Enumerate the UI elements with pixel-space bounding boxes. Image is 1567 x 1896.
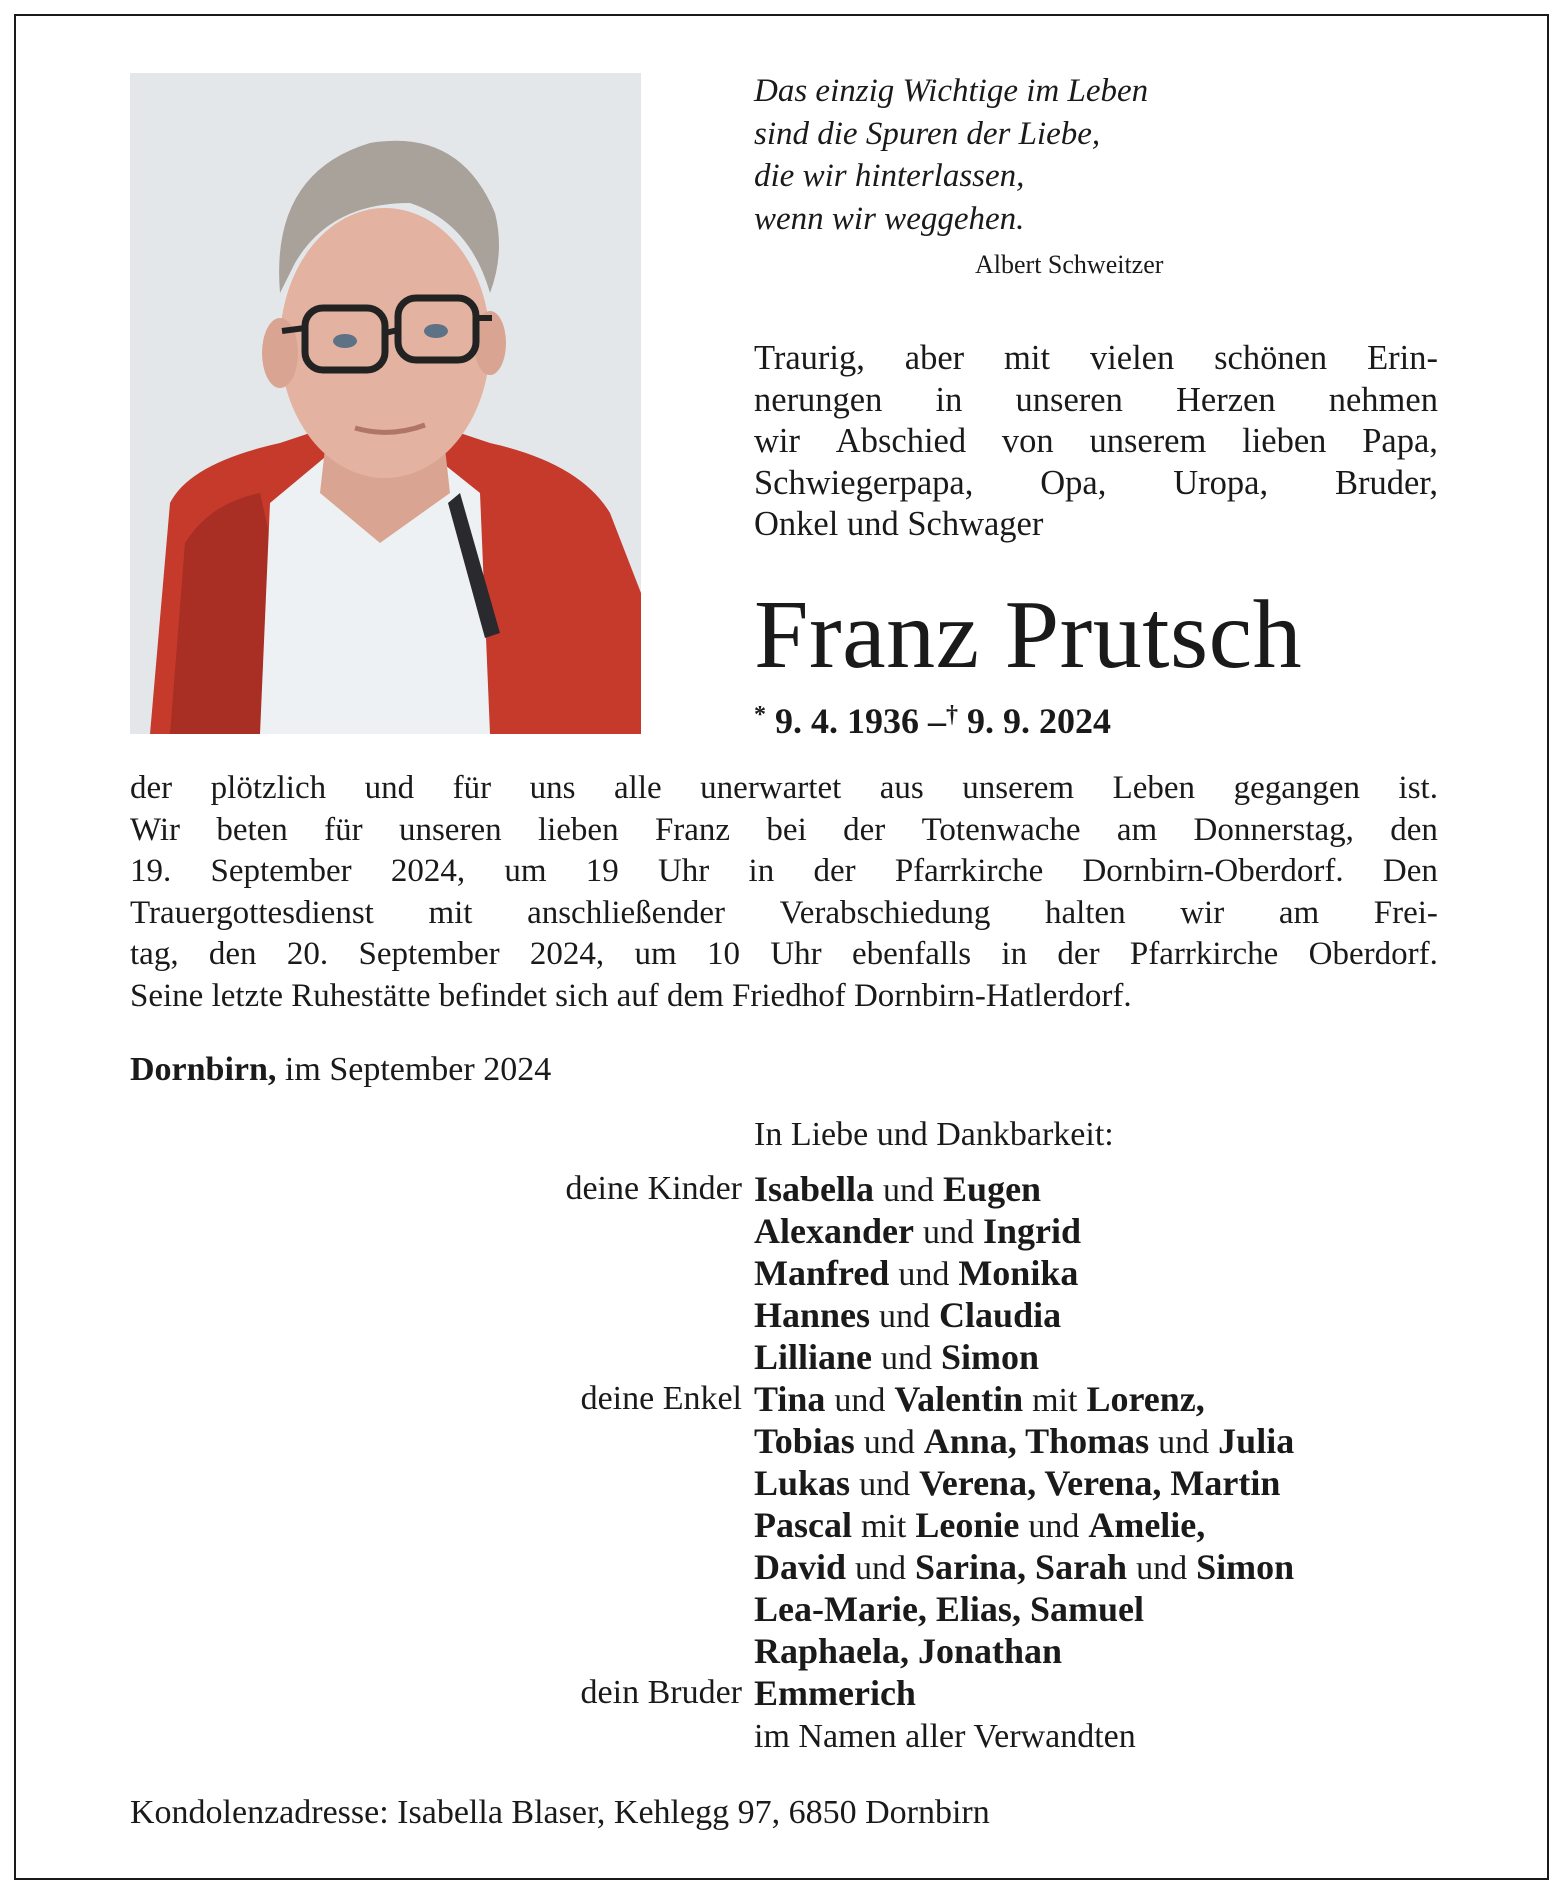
word: Papa,: [1362, 422, 1438, 460]
family-connector: und: [883, 1172, 935, 1209]
birth-symbol: *: [754, 702, 766, 728]
quote-line: die wir hinterlassen,: [754, 158, 1025, 194]
word: Uhr: [770, 936, 822, 973]
death-date: 9. 9. 2024: [967, 701, 1111, 741]
family-names: [754, 1252, 1078, 1296]
word: nerungen: [754, 380, 883, 419]
word: Pfarrkirche: [1129, 936, 1279, 973]
word: mit: [1004, 339, 1051, 377]
word: und: [364, 770, 415, 806]
family-row: [0, 1630, 1567, 1672]
family-row: [0, 1420, 1567, 1462]
family-name: Lea-Marie, Elias, Samuel: [754, 1589, 1144, 1629]
word: wir: [1180, 894, 1225, 931]
word: aber: [904, 339, 965, 377]
family-name: Julia: [1218, 1421, 1295, 1461]
word: Donnerstag,: [1193, 811, 1354, 848]
place-date: [130, 1051, 551, 1089]
word: September: [358, 936, 500, 973]
word: uns: [529, 770, 576, 806]
word: 2024,: [529, 936, 605, 973]
family-name: Leonie: [915, 1505, 1020, 1545]
family-name: Isabella: [754, 1169, 875, 1209]
word: halten: [1044, 894, 1126, 931]
word: beten: [216, 811, 288, 848]
family-connector: mit: [860, 1508, 907, 1545]
family-relation-label: deine Enkel: [580, 1380, 742, 1417]
family-row: [0, 1672, 1567, 1714]
family-name: Emmerich: [754, 1673, 916, 1713]
family-names: [754, 1210, 1081, 1254]
family-row: [0, 1378, 1567, 1420]
portrait-photo: [130, 73, 641, 734]
family-name: Anna, Thomas: [923, 1421, 1150, 1461]
word: schönen: [1214, 339, 1328, 377]
family-names: [754, 1168, 1041, 1212]
person-portrait-icon: [130, 73, 641, 734]
birth-date: 9. 4. 1936: [775, 701, 919, 741]
word: 19: [585, 853, 619, 890]
family-name: Lukas: [754, 1463, 851, 1503]
date-separator: –: [928, 701, 946, 741]
word: nehmen: [1328, 380, 1438, 419]
word: Dornbirn-Oberdorf.: [1082, 853, 1344, 890]
word: lieben: [537, 811, 619, 848]
family-connector: und: [855, 1550, 907, 1587]
family-names: [754, 1462, 1280, 1506]
quote-line: Das einzig Wichtige im Leben: [754, 73, 1149, 109]
life-dates: [754, 700, 1111, 742]
word: tag,: [130, 936, 179, 973]
word: 10: [707, 936, 740, 973]
family-names: [754, 1420, 1294, 1464]
body-text: [130, 768, 1438, 1018]
word: am: [1116, 811, 1158, 848]
word: Opa,: [1040, 463, 1107, 502]
family-name: Lorenz,: [1086, 1379, 1205, 1419]
word: um: [504, 853, 547, 890]
family-name: Verena, Verena, Martin: [919, 1463, 1281, 1503]
family-connector: und: [922, 1214, 974, 1251]
family-name: Simon: [1196, 1547, 1295, 1587]
deceased-name: Franz Prutsch: [754, 581, 1303, 689]
word: Schwiegerpapa,: [754, 463, 974, 502]
family-connector: und: [1136, 1550, 1188, 1587]
condolence-address: Kondolenzadresse: Isabella Blaser, Kehlegg 97, 6850 Dornbirn: [130, 1794, 990, 1831]
word: der: [1057, 936, 1100, 973]
word: September: [210, 853, 352, 890]
body-line: [130, 934, 1438, 976]
family-row: [0, 1210, 1567, 1252]
body-line: [130, 810, 1438, 852]
word: alle: [614, 770, 662, 806]
word: in: [1001, 936, 1028, 973]
word: 20.: [286, 936, 329, 973]
word: für: [324, 811, 363, 848]
word: Uropa,: [1173, 463, 1269, 502]
intro-line: [754, 380, 1438, 422]
family-name: Hannes: [754, 1295, 871, 1335]
death-symbol: †: [946, 702, 958, 728]
signoff: In Liebe und Dankbarkeit:: [754, 1116, 1114, 1153]
word: von: [1001, 422, 1054, 460]
family-names: [754, 1588, 1144, 1630]
family-name: Valentin: [894, 1379, 1024, 1419]
word: unseren: [398, 811, 502, 848]
family-name: Tina: [754, 1379, 826, 1419]
word: unseren: [1015, 380, 1123, 419]
family-connector: und: [863, 1424, 915, 1461]
word: Pfarrkirche: [894, 853, 1044, 890]
family-row: [0, 1546, 1567, 1588]
intro-line: [754, 421, 1438, 463]
word: in: [748, 853, 775, 890]
family-list: [0, 1168, 1567, 1756]
family-row: [0, 1168, 1567, 1210]
family-connector: mit: [1032, 1382, 1078, 1419]
word: für: [452, 770, 492, 806]
word: Abschied: [835, 422, 967, 460]
word: gegangen: [1233, 770, 1361, 806]
family-names: [754, 1336, 1039, 1380]
word: der: [130, 770, 173, 806]
family-name: Claudia: [939, 1295, 1062, 1335]
word: Oberdorf.: [1308, 936, 1438, 973]
family-names: [754, 1630, 1062, 1672]
word: 2024,: [390, 853, 466, 890]
quote-line: sind die Spuren der Liebe,: [754, 115, 1101, 152]
word: ebenfalls: [851, 936, 972, 973]
family-connector: und: [1158, 1424, 1210, 1461]
family-name: Tobias: [754, 1421, 855, 1461]
word: mit: [428, 894, 473, 931]
body-line: [130, 851, 1438, 893]
word: vielen: [1089, 339, 1175, 377]
word: Uhr: [657, 853, 710, 890]
family-connector: und: [881, 1340, 933, 1377]
family-row: [0, 1588, 1567, 1630]
place-city: Dornbirn,: [130, 1051, 277, 1088]
quote: [754, 70, 1274, 240]
family-name: Sarina, Sarah: [915, 1547, 1128, 1587]
word: am: [1278, 894, 1320, 931]
family-row: [0, 1336, 1567, 1378]
word: plötzlich: [210, 770, 327, 806]
word: 19.: [130, 853, 172, 890]
word: Wir: [130, 811, 180, 848]
word: der: [813, 853, 856, 890]
word: bei: [766, 811, 807, 848]
family-name: Alexander: [754, 1211, 914, 1251]
word: Totenwache: [921, 811, 1081, 848]
intro-line: Onkel und Schwager: [754, 505, 1044, 543]
family-row: [0, 1462, 1567, 1504]
family-name: Eugen: [943, 1169, 1042, 1209]
word: Traurig,: [754, 339, 865, 377]
word: unerwartet: [700, 770, 842, 806]
family-connector: und: [834, 1382, 886, 1419]
family-relation-label: dein Bruder: [580, 1674, 742, 1711]
family-names: [754, 1378, 1205, 1422]
word: Den: [1382, 853, 1438, 890]
body-line: Seine letzte Ruhestätte befindet sich auf dem Friedhof Dornbirn-Hatlerdorf.: [130, 977, 1132, 1014]
family-connector: im Namen aller Verwandten: [754, 1718, 1136, 1755]
family-row: [0, 1294, 1567, 1336]
family-names: [754, 1546, 1294, 1590]
word: den: [208, 936, 257, 973]
quote-author: Albert Schweitzer: [975, 250, 1164, 279]
family-name: Monika: [958, 1253, 1079, 1293]
word: den: [1390, 811, 1438, 848]
family-connector: und: [898, 1256, 950, 1293]
word: der: [843, 811, 886, 848]
quote-line: wenn wir weggehen.: [754, 200, 1025, 237]
word: Trauergottesdienst: [130, 894, 374, 931]
word: lieben: [1242, 422, 1327, 460]
word: Verabschiedung: [779, 894, 991, 931]
word: unserem: [962, 770, 1075, 806]
family-name: Simon: [941, 1337, 1040, 1377]
family-name: Ingrid: [982, 1211, 1082, 1251]
family-names: [754, 1294, 1061, 1338]
family-connector: und: [879, 1298, 931, 1335]
word: aus: [879, 770, 924, 806]
family-row: [0, 1714, 1567, 1756]
family-name: Manfred: [754, 1253, 890, 1293]
word: anschließender: [527, 894, 725, 931]
word: Herzen: [1175, 380, 1276, 419]
word: Bruder,: [1334, 463, 1438, 502]
family-names: [754, 1714, 1136, 1758]
word: ist.: [1398, 770, 1438, 806]
family-relation-label: deine Kinder: [565, 1170, 742, 1207]
body-line: [130, 893, 1438, 935]
family-row: [0, 1252, 1567, 1294]
place-month: im September 2024: [284, 1051, 552, 1088]
family-name: Amelie,: [1088, 1505, 1206, 1545]
word: in: [935, 380, 963, 419]
family-name: Raphaela, Jonathan: [754, 1631, 1063, 1671]
intro-text: [754, 338, 1438, 546]
family-names: [754, 1672, 916, 1714]
word: um: [634, 936, 677, 973]
family-connector: und: [1028, 1508, 1080, 1545]
word: Franz: [654, 811, 731, 848]
word: Erin-: [1367, 339, 1438, 377]
family-name: David: [754, 1547, 847, 1587]
family-connector: und: [859, 1466, 911, 1503]
word: Leben: [1112, 770, 1196, 806]
word: wir: [754, 422, 800, 460]
family-name: Pascal: [754, 1505, 852, 1545]
word: unserem: [1089, 422, 1207, 460]
word: Frei-: [1373, 894, 1438, 931]
intro-line: [754, 463, 1438, 505]
family-names: [754, 1504, 1205, 1548]
body-line: [130, 768, 1438, 810]
family-name: Lilliane: [754, 1337, 873, 1377]
intro-line: [754, 338, 1438, 380]
family-row: [0, 1504, 1567, 1546]
